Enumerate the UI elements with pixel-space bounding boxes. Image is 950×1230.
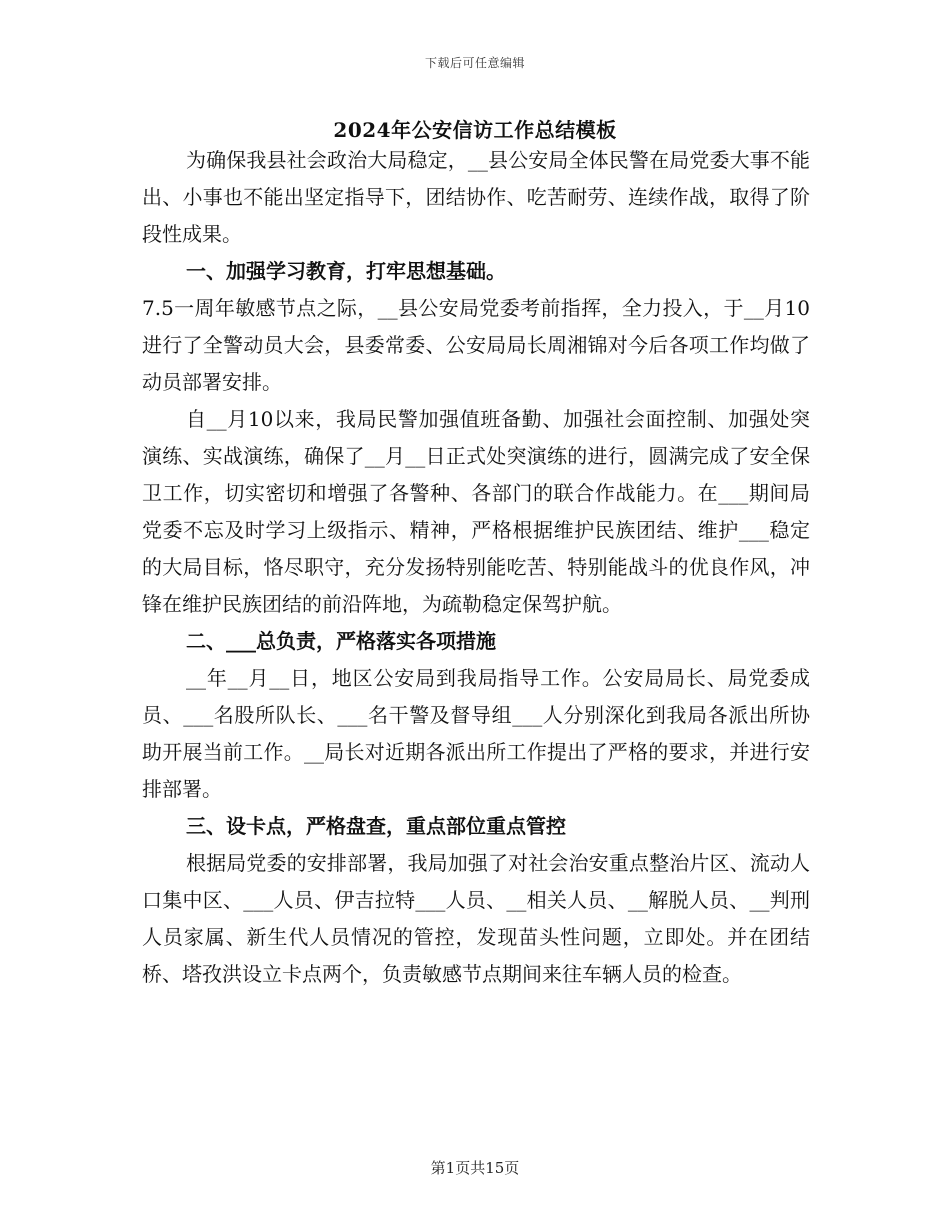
section-1-heading: 一、加强学习教育，打牢思想基础。 [186, 259, 506, 283]
section-1-paragraph-2: 自__月10以来，我局民警加强值班备勤、加强社会面控制、加强处突演练、实战演练，确保了__月__日正式处突演练的进行，圆满完成了安全保卫工作，切实密切和增强了各警种、各部门的联合作战能力。在___期间局党委不忘及时学习上级指示、精神，严格根据维护民族团结、维护___稳定的大局目标，恪尽职守，充分发扬特别能吃苦、特别能战斗的优良作风，冲锋在维护民族团结的前沿阵地，为疏勒稳定保驾护航。 [142, 407, 810, 616]
document-body [142, 142, 810, 993]
section-3-paragraph-1: 根据局党委的安排部署，我局加强了对社会治安重点整治片区、流动人口集中区、___人员、伊吉拉特___人员、__相关人员、__解脱人员、__判刑人员家属、新生代人员情况的管控，发现苗头性问题，立即处。并在团结桥、塔孜洪设立卡点两个，负责敏感节点期间来往车辆人员的检查。 [142, 851, 810, 986]
section-2-heading: 二、___总负责，严格落实各项措施 [186, 629, 496, 653]
section-3-heading: 三、设卡点，严格盘查，重点部位重点管控 [186, 814, 566, 838]
intro-paragraph: 为确保我县社会政治大局稳定，__县公安局全体民警在局党委大事不能出、小事也不能出坚定指导下，团结协作、吃苦耐劳、连续作战，取得了阶段性成果。 [142, 148, 810, 246]
page-header-note: 下载后可任意编辑 [424, 56, 525, 70]
document-title: 2024年公安信访工作总结模板 [333, 118, 617, 142]
section-2-paragraph-1: __年__月__日，地区公安局到我局指导工作。公安局局长、局党委成员、___名股所队长、___名干警及督导组___人分别深化到我局各派出所协助开展当前工作。__局长对近期各派出所工作提出了严格的要求，并进行安排部署。 [142, 666, 810, 801]
section-1-paragraph-1: 7.5一周年敏感节点之际，__县公安局党委考前指挥，全力投入，于__月10进行了全警动员大会，县委常委、公安局局长周湘锦对今后各项工作均做了动员部署安排。 [142, 296, 810, 394]
page-number: 第1页共15页 [430, 1159, 520, 1177]
